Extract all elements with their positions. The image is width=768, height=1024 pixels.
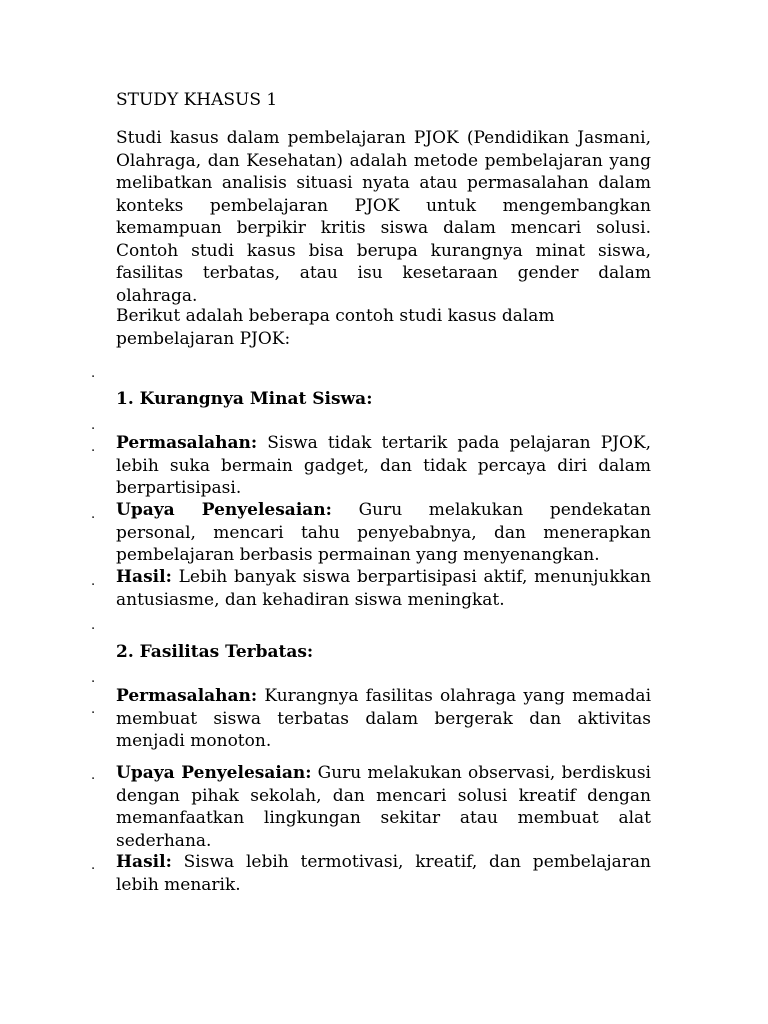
item-text: Guru melakukan observasi, berdiskusi dengan pihak sekolah, dan mencari solusi kreatif dengan memanfaatkan lingkungan sekitar atau membuat alat sederhana. (116, 763, 651, 851)
section-heading: 2. Fasilitas Terbatas: (116, 642, 314, 662)
list-item (116, 566, 651, 611)
bullet-marker: . (91, 574, 96, 589)
item-text: Lebih banyak siswa berpartisipasi aktif, menunjukkan antusiasme, dan kehadiran siswa meningkat. (116, 567, 652, 610)
item-label: Upaya Penyelesaian: (116, 500, 332, 520)
list-item (116, 762, 651, 852)
item-label: Permasalahan: (116, 433, 258, 453)
intro-paragraph: Studi kasus dalam pembelajaran PJOK (Pendidikan Jasmani, Olahraga, dan Kesehatan) adalah metode pembelajaran yang melibatkan analisis situasi nyata atau permasalahan dalam konteks pembelajaran PJOK untuk mengembangkan kemampuan berpikir kritis siswa dalam mencari solusi. Contoh studi kasus bisa berupa kurangnya minat siswa, fasilitas terbatas, atau isu kesetaraan gender dalam olahraga. (116, 128, 651, 306)
item-label: Hasil: (116, 852, 172, 872)
item-text: Siswa tidak tertarik pada pelajaran PJOK, lebih suka bermain gadget, dan tidak percaya diri dalam berpartisipasi. (116, 433, 651, 498)
bullet-marker: . (91, 418, 96, 433)
bullet-marker: . (91, 366, 96, 381)
item-text: Kurangnya fasilitas olahraga yang memadai membuat siswa terbatas dalam bergerak dan aktivitas menjadi monoton. (116, 686, 652, 751)
bullet-marker: . (91, 507, 96, 522)
document-title: STUDY KHASUS 1 (116, 90, 278, 110)
bullet-marker: . (91, 702, 96, 717)
lead-paragraph: Berikut adalah beberapa contoh studi kasus dalam pembelajaran PJOK: (116, 306, 555, 349)
item-label: Hasil: (116, 567, 172, 587)
bullet-marker: . (91, 440, 96, 455)
bullet-marker: . (91, 671, 96, 686)
section-heading: 1. Kurangnya Minat Siswa: (116, 389, 373, 409)
item-label: Permasalahan: (116, 686, 258, 706)
item-label: Upaya Penyelesaian: (116, 763, 312, 783)
bullet-marker: . (91, 858, 96, 873)
item-text: Siswa lebih termotivasi, kreatif, dan pembelajaran lebih menarik. (116, 852, 652, 895)
item-text: Guru melakukan pendekatan personal, mencari tahu penyebabnya, dan menerapkan pembelajaran berbasis permainan yang menyenangkan. (116, 500, 652, 565)
bullet-marker: . (91, 618, 96, 633)
list-item (116, 432, 651, 500)
list-item (116, 685, 651, 753)
bullet-marker: . (91, 768, 96, 783)
list-item (116, 499, 651, 567)
list-item (116, 851, 651, 896)
